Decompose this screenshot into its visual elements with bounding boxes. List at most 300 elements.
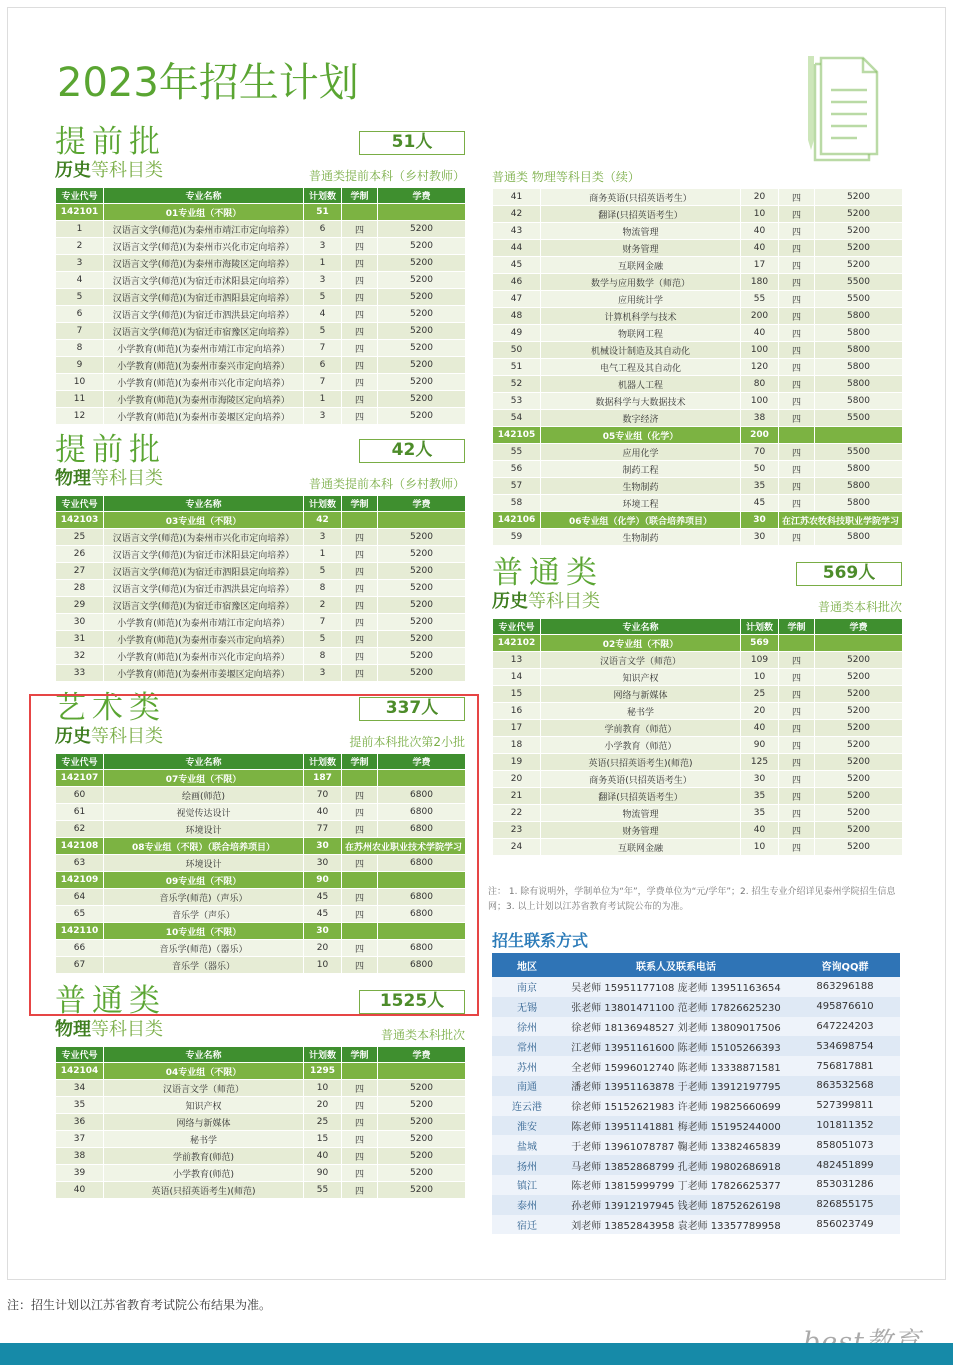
cell-fee: 5500 bbox=[815, 291, 903, 308]
cell-years: 四 bbox=[342, 563, 378, 580]
cell-code: 30 bbox=[56, 614, 104, 631]
group-code: 142107 bbox=[56, 770, 104, 787]
cell-years: 四 bbox=[342, 408, 378, 425]
group-name: 04专业组（不限） bbox=[104, 1063, 304, 1080]
group-code: 142103 bbox=[56, 512, 104, 529]
continuation-note: 普通类 物理等科目类（续） bbox=[492, 170, 640, 184]
group-note: 在江苏农牧科技职业学院学习 bbox=[779, 512, 903, 529]
cell-plan: 5 bbox=[304, 289, 342, 306]
cell-years: 四 bbox=[779, 325, 815, 342]
notes: 注： 1. 除有说明外，学制单位为“年”，学费单位为“元/学年”；2. 招生专业介绍详见泰州学院招生信息网；3. 以上计划以江苏省教育考试院公布的为准。 bbox=[488, 887, 896, 912]
table-row bbox=[493, 771, 903, 788]
cell-name: 绘画(师范) bbox=[104, 787, 304, 804]
group-code: 142104 bbox=[56, 1063, 104, 1080]
cell-plan: 5 bbox=[304, 323, 342, 340]
cell-code: 44 bbox=[493, 240, 541, 257]
cell-fee: 5500 bbox=[815, 444, 903, 461]
cell-code: 29 bbox=[56, 597, 104, 614]
cell-name: 环境工程 bbox=[541, 495, 741, 512]
cell-plan: 70 bbox=[741, 444, 779, 461]
cell-code: 6 bbox=[56, 306, 104, 323]
table-row bbox=[493, 822, 903, 839]
group-row bbox=[56, 204, 466, 221]
cell-years: 四 bbox=[342, 804, 378, 821]
cell-name: 音乐学(师范)（器乐） bbox=[104, 940, 304, 957]
cell-code: 67 bbox=[56, 957, 104, 974]
group-years bbox=[342, 204, 378, 221]
cell-name: 小学教育(师范) bbox=[104, 1165, 304, 1182]
cell-code: 42 bbox=[493, 206, 541, 223]
cell-name: 物流管理 bbox=[541, 805, 741, 822]
header-years: 学制 bbox=[342, 496, 378, 512]
table-row bbox=[56, 323, 466, 340]
cell-years: 四 bbox=[342, 323, 378, 340]
cell-plan: 17 bbox=[741, 257, 779, 274]
cell-fee: 6800 bbox=[378, 787, 466, 804]
cell-plan: 45 bbox=[304, 889, 342, 906]
group-plan: 51 bbox=[304, 204, 342, 221]
contact-row bbox=[492, 977, 900, 997]
contact-phone: 吴老师 15951177108 庞老师 13951163654 bbox=[562, 977, 790, 997]
table-row bbox=[56, 306, 466, 323]
cell-plan: 7 bbox=[304, 340, 342, 357]
table-row bbox=[493, 359, 903, 376]
cell-plan: 3 bbox=[304, 238, 342, 255]
cell-code: 45 bbox=[493, 257, 541, 274]
cell-code: 58 bbox=[493, 495, 541, 512]
header-name: 专业名称 bbox=[104, 754, 304, 770]
cell-plan: 90 bbox=[304, 1165, 342, 1182]
cell-plan: 80 bbox=[741, 376, 779, 393]
section-s6 bbox=[492, 556, 902, 856]
cell-name: 英语(只招英语考生)(师范) bbox=[541, 754, 741, 771]
cell-years: 四 bbox=[779, 478, 815, 495]
cell-years: 四 bbox=[779, 669, 815, 686]
group-fee bbox=[815, 635, 903, 652]
cell-plan: 4 bbox=[304, 306, 342, 323]
cell-name: 音乐学（器乐） bbox=[104, 957, 304, 974]
group-name: 01专业组（不限） bbox=[104, 204, 304, 221]
group-plan: 30 bbox=[304, 923, 342, 940]
subject-rest: 等科目类 bbox=[528, 591, 600, 612]
header-years: 学制 bbox=[342, 754, 378, 770]
table-row bbox=[493, 652, 903, 669]
cell-plan: 35 bbox=[741, 788, 779, 805]
cell-name: 数学与应用数学（师范） bbox=[541, 274, 741, 291]
contact-region: 苏州 bbox=[492, 1056, 562, 1076]
cell-name: 机器人工程 bbox=[541, 376, 741, 393]
table-row bbox=[493, 478, 903, 495]
cell-plan: 5 bbox=[304, 631, 342, 648]
cell-fee: 5800 bbox=[815, 393, 903, 410]
highlight-box bbox=[29, 694, 479, 1019]
contact-region: 连云港 bbox=[492, 1096, 562, 1116]
cell-code: 39 bbox=[56, 1165, 104, 1182]
cell-fee: 5200 bbox=[815, 822, 903, 839]
table-row bbox=[493, 754, 903, 771]
table-row bbox=[56, 238, 466, 255]
cell-name: 汉语言文学(师范)(为泰州市兴化市定向培养） bbox=[104, 238, 304, 255]
cell-fee: 5200 bbox=[378, 563, 466, 580]
cell-code: 27 bbox=[56, 563, 104, 580]
batch-note: 提前本科批次第2小批 bbox=[349, 735, 465, 749]
cell-fee: 6800 bbox=[378, 957, 466, 974]
section-title: 普通类 bbox=[55, 983, 166, 1019]
contact-phone: 刘老师 13852843958 袁老师 13357789958 bbox=[562, 1215, 790, 1235]
cell-code: 7 bbox=[56, 323, 104, 340]
batch-note: 普通类提前本科（乡村教师） bbox=[308, 477, 465, 491]
cell-name: 秘书学 bbox=[104, 1131, 304, 1148]
cell-name: 机械设计制造及其自动化 bbox=[541, 342, 741, 359]
cell-name: 应用统计学 bbox=[541, 291, 741, 308]
contact-qq: 856023749 bbox=[790, 1215, 900, 1235]
contact-qq: 527399811 bbox=[790, 1096, 900, 1116]
group-code: 142101 bbox=[56, 204, 104, 221]
cell-years: 四 bbox=[342, 1182, 378, 1199]
header-fee: 学费 bbox=[378, 188, 466, 204]
contact-row bbox=[492, 1195, 900, 1215]
cell-code: 35 bbox=[56, 1097, 104, 1114]
cell-plan: 20 bbox=[304, 1097, 342, 1114]
cell-code: 62 bbox=[56, 821, 104, 838]
group-row bbox=[56, 1063, 466, 1080]
table-row bbox=[56, 648, 466, 665]
cell-years: 四 bbox=[779, 359, 815, 376]
cell-name: 汉语言文学(师范)(为宿迁市泗阳县定向培养） bbox=[104, 563, 304, 580]
contact-qq: 858051073 bbox=[790, 1135, 900, 1155]
table-row bbox=[493, 461, 903, 478]
cell-code: 22 bbox=[493, 805, 541, 822]
group-fee bbox=[378, 512, 466, 529]
cell-code: 52 bbox=[493, 376, 541, 393]
cell-years: 四 bbox=[779, 686, 815, 703]
cell-plan: 8 bbox=[304, 648, 342, 665]
table-row bbox=[493, 669, 903, 686]
cell-years: 四 bbox=[779, 189, 815, 206]
group-plan: 30 bbox=[304, 838, 342, 855]
group-code: 142108 bbox=[56, 838, 104, 855]
group-years bbox=[779, 635, 815, 652]
contact-qq: 853031286 bbox=[790, 1175, 900, 1195]
header-plan: 计划数 bbox=[304, 754, 342, 770]
cell-years: 四 bbox=[342, 631, 378, 648]
header-plan: 计划数 bbox=[741, 619, 779, 635]
section-s4 bbox=[55, 984, 465, 1199]
contact-row bbox=[492, 1096, 900, 1116]
cell-fee: 5200 bbox=[815, 206, 903, 223]
cell-fee: 5200 bbox=[378, 255, 466, 272]
cell-years: 四 bbox=[779, 771, 815, 788]
cell-plan: 10 bbox=[741, 669, 779, 686]
group-plan: 42 bbox=[304, 512, 342, 529]
quota-badge: 42人 bbox=[359, 439, 465, 463]
table-row bbox=[56, 580, 466, 597]
cell-plan: 120 bbox=[741, 359, 779, 376]
header-code: 专业代号 bbox=[56, 496, 104, 512]
cell-fee: 5800 bbox=[815, 325, 903, 342]
table-row bbox=[493, 308, 903, 325]
col-qq: 咨询QQ群 bbox=[790, 953, 900, 977]
header-fee: 学费 bbox=[815, 619, 903, 635]
cell-years: 四 bbox=[342, 238, 378, 255]
subject-label bbox=[55, 161, 163, 181]
table-row bbox=[493, 206, 903, 223]
cell-fee: 5200 bbox=[378, 631, 466, 648]
cell-name: 小学教育(师范)(为泰州市泰兴市定向培养） bbox=[104, 357, 304, 374]
group-row bbox=[493, 635, 903, 652]
cell-years: 四 bbox=[342, 357, 378, 374]
cell-code: 8 bbox=[56, 340, 104, 357]
subject-rest: 等科目类 bbox=[91, 1019, 163, 1040]
batch-note: 普通类本科批次 bbox=[817, 600, 902, 614]
cell-years: 四 bbox=[779, 754, 815, 771]
section-s5 bbox=[492, 168, 902, 546]
cell-name: 网络与新媒体 bbox=[541, 686, 741, 703]
section-title: 提前批 bbox=[55, 432, 166, 468]
cell-plan: 55 bbox=[741, 291, 779, 308]
cell-fee: 5200 bbox=[815, 189, 903, 206]
cell-plan: 5 bbox=[304, 563, 342, 580]
cell-years: 四 bbox=[779, 274, 815, 291]
header-name: 专业名称 bbox=[541, 619, 741, 635]
cell-code: 34 bbox=[56, 1080, 104, 1097]
cell-plan: 77 bbox=[304, 821, 342, 838]
header-code: 专业代号 bbox=[56, 754, 104, 770]
cell-fee: 6800 bbox=[378, 821, 466, 838]
cell-fee: 5200 bbox=[378, 1131, 466, 1148]
cell-code: 43 bbox=[493, 223, 541, 240]
cell-fee: 5800 bbox=[815, 495, 903, 512]
header-code: 专业代号 bbox=[493, 619, 541, 635]
cell-code: 65 bbox=[56, 906, 104, 923]
cell-code: 37 bbox=[56, 1131, 104, 1148]
cell-plan: 25 bbox=[741, 686, 779, 703]
contact-phone: 张老师 13801471100 范老师 17826625230 bbox=[562, 997, 790, 1017]
table-row bbox=[493, 189, 903, 206]
group-fee bbox=[815, 427, 903, 444]
cell-fee: 5200 bbox=[815, 788, 903, 805]
table-row bbox=[56, 563, 466, 580]
cell-code: 50 bbox=[493, 342, 541, 359]
contact-phone: 马老师 13852868799 孔老师 19802686918 bbox=[562, 1155, 790, 1175]
cell-name: 互联网金融 bbox=[541, 257, 741, 274]
group-row bbox=[493, 427, 903, 444]
group-plan: 569 bbox=[741, 635, 779, 652]
contact-region: 淮安 bbox=[492, 1116, 562, 1136]
cell-name: 音乐学(师范)（声乐） bbox=[104, 889, 304, 906]
group-name: 10专业组（不限） bbox=[104, 923, 304, 940]
cell-years: 四 bbox=[779, 393, 815, 410]
cell-code: 61 bbox=[56, 804, 104, 821]
cell-plan: 40 bbox=[741, 822, 779, 839]
cell-name: 小学教育(师范)(为泰州市靖江市定向培养） bbox=[104, 614, 304, 631]
cell-years: 四 bbox=[779, 206, 815, 223]
cell-code: 36 bbox=[56, 1114, 104, 1131]
cell-fee: 5200 bbox=[378, 546, 466, 563]
section-s1 bbox=[55, 125, 465, 425]
cell-name: 汉语言文学(师范)(为宿迁市泗洪县定向培养） bbox=[104, 306, 304, 323]
header-name: 专业名称 bbox=[104, 1047, 304, 1063]
cell-code: 15 bbox=[493, 686, 541, 703]
group-name: 05专业组（化学） bbox=[541, 427, 741, 444]
cell-plan: 30 bbox=[741, 529, 779, 546]
contact-phone: 陈老师 13951141881 梅老师 15195244000 bbox=[562, 1116, 790, 1136]
cell-code: 46 bbox=[493, 274, 541, 291]
contact-phone: 孙老师 13912197945 钱老师 18752626198 bbox=[562, 1195, 790, 1215]
table-row bbox=[56, 614, 466, 631]
cell-code: 47 bbox=[493, 291, 541, 308]
cell-plan: 45 bbox=[741, 495, 779, 512]
document-icon bbox=[803, 50, 883, 162]
group-name: 09专业组（不限） bbox=[104, 872, 304, 889]
contact-phone: 于老师 13961078787 鞠老师 13382465839 bbox=[562, 1135, 790, 1155]
cell-plan: 2 bbox=[304, 597, 342, 614]
header-years: 学制 bbox=[342, 1047, 378, 1063]
cell-plan: 1 bbox=[304, 255, 342, 272]
cell-fee: 5200 bbox=[815, 669, 903, 686]
cell-code: 28 bbox=[56, 580, 104, 597]
table-row bbox=[493, 805, 903, 822]
cell-plan: 20 bbox=[304, 940, 342, 957]
cell-years: 四 bbox=[342, 546, 378, 563]
section-title: 普通类 bbox=[492, 555, 603, 591]
cell-plan: 3 bbox=[304, 272, 342, 289]
cell-years: 四 bbox=[342, 1165, 378, 1182]
cell-code: 26 bbox=[56, 546, 104, 563]
cell-plan: 100 bbox=[741, 393, 779, 410]
cell-name: 汉语言文学(师范)(为泰州市靖江市定向培养） bbox=[104, 221, 304, 238]
table-row bbox=[493, 291, 903, 308]
footer-note: 注：招生计划以江苏省教育考试院公布结果为准。 bbox=[7, 1298, 272, 1312]
subject-label bbox=[55, 1020, 163, 1040]
header-fee: 学费 bbox=[378, 1047, 466, 1063]
cell-name: 互联网金融 bbox=[541, 839, 741, 856]
left-column bbox=[55, 125, 465, 1199]
cell-fee: 5200 bbox=[815, 240, 903, 257]
contact-phone: 全老师 15996012740 陈老师 13338871581 bbox=[562, 1056, 790, 1076]
subject-rest: 等科目类 bbox=[91, 468, 163, 489]
contact-row bbox=[492, 1215, 900, 1235]
cell-fee: 5800 bbox=[815, 461, 903, 478]
cell-name: 网络与新媒体 bbox=[104, 1114, 304, 1131]
cell-code: 1 bbox=[56, 221, 104, 238]
table-row bbox=[493, 342, 903, 359]
cell-plan: 45 bbox=[304, 906, 342, 923]
cell-plan: 40 bbox=[741, 240, 779, 257]
plan-table bbox=[492, 188, 903, 546]
cell-fee: 5200 bbox=[378, 1097, 466, 1114]
cell-code: 12 bbox=[56, 408, 104, 425]
cell-name: 生物制药 bbox=[541, 478, 741, 495]
cell-fee: 5200 bbox=[378, 1182, 466, 1199]
cell-code: 41 bbox=[493, 189, 541, 206]
table-row bbox=[56, 289, 466, 306]
cell-years: 四 bbox=[342, 665, 378, 682]
cell-years: 四 bbox=[342, 597, 378, 614]
cell-plan: 8 bbox=[304, 580, 342, 597]
cell-code: 49 bbox=[493, 325, 541, 342]
cell-code: 31 bbox=[56, 631, 104, 648]
table-row bbox=[493, 720, 903, 737]
cell-years: 四 bbox=[342, 306, 378, 323]
cell-plan: 15 bbox=[304, 1131, 342, 1148]
header-code: 专业代号 bbox=[56, 1047, 104, 1063]
table-row bbox=[56, 408, 466, 425]
right-column bbox=[492, 168, 902, 856]
cell-code: 21 bbox=[493, 788, 541, 805]
cell-years: 四 bbox=[779, 342, 815, 359]
cell-plan: 10 bbox=[741, 206, 779, 223]
cell-code: 40 bbox=[56, 1182, 104, 1199]
table-row bbox=[56, 1165, 466, 1182]
cell-years: 四 bbox=[342, 906, 378, 923]
cell-fee: 5200 bbox=[378, 238, 466, 255]
contact-title: 招生联系方式 bbox=[492, 931, 589, 950]
header-fee: 学费 bbox=[378, 754, 466, 770]
table-row bbox=[56, 546, 466, 563]
cell-fee: 5200 bbox=[378, 580, 466, 597]
cell-code: 66 bbox=[56, 940, 104, 957]
cell-name: 小学教育(师范)(为泰州市姜堰区定向培养） bbox=[104, 408, 304, 425]
subject-bold: 物理 bbox=[55, 1019, 91, 1040]
cell-name: 知识产权 bbox=[104, 1097, 304, 1114]
section-title: 艺术类 bbox=[55, 690, 166, 726]
table-row bbox=[493, 240, 903, 257]
table-row bbox=[493, 393, 903, 410]
cell-plan: 35 bbox=[741, 478, 779, 495]
cell-fee: 5800 bbox=[815, 376, 903, 393]
cell-plan: 50 bbox=[741, 461, 779, 478]
cell-plan: 125 bbox=[741, 754, 779, 771]
header-plan: 计划数 bbox=[304, 1047, 342, 1063]
cell-code: 24 bbox=[493, 839, 541, 856]
group-code: 142110 bbox=[56, 923, 104, 940]
subject-label bbox=[492, 592, 600, 612]
contact-row bbox=[492, 1135, 900, 1155]
group-years bbox=[779, 427, 815, 444]
cell-name: 财务管理 bbox=[541, 822, 741, 839]
cell-name: 应用化学 bbox=[541, 444, 741, 461]
cell-years: 四 bbox=[342, 1114, 378, 1131]
cell-plan: 40 bbox=[304, 1148, 342, 1165]
cell-years: 四 bbox=[779, 805, 815, 822]
contact-region: 常州 bbox=[492, 1036, 562, 1056]
cell-name: 学前教育(师范) bbox=[104, 1148, 304, 1165]
cell-years: 四 bbox=[779, 410, 815, 427]
cell-name: 生物制药 bbox=[541, 529, 741, 546]
cell-code: 38 bbox=[56, 1148, 104, 1165]
cell-fee: 5200 bbox=[378, 391, 466, 408]
contact-region: 扬州 bbox=[492, 1155, 562, 1175]
col-region: 地区 bbox=[492, 953, 562, 977]
cell-code: 19 bbox=[493, 754, 541, 771]
cell-plan: 7 bbox=[304, 614, 342, 631]
cell-name: 知识产权 bbox=[541, 669, 741, 686]
cell-years: 四 bbox=[342, 272, 378, 289]
contact-qq: 863296188 bbox=[790, 977, 900, 997]
table-row bbox=[56, 665, 466, 682]
table-row bbox=[56, 1097, 466, 1114]
cell-years: 四 bbox=[342, 289, 378, 306]
cell-code: 64 bbox=[56, 889, 104, 906]
cell-years: 四 bbox=[779, 703, 815, 720]
contact-row bbox=[492, 1116, 900, 1136]
header-name: 专业名称 bbox=[104, 496, 304, 512]
cell-plan: 20 bbox=[741, 703, 779, 720]
cell-name: 小学教育(师范)(为泰州市姜堰区定向培养） bbox=[104, 665, 304, 682]
cell-name: 小学教育(师范)(为泰州市兴化市定向培养） bbox=[104, 374, 304, 391]
quota-badge: 337人 bbox=[359, 697, 465, 721]
